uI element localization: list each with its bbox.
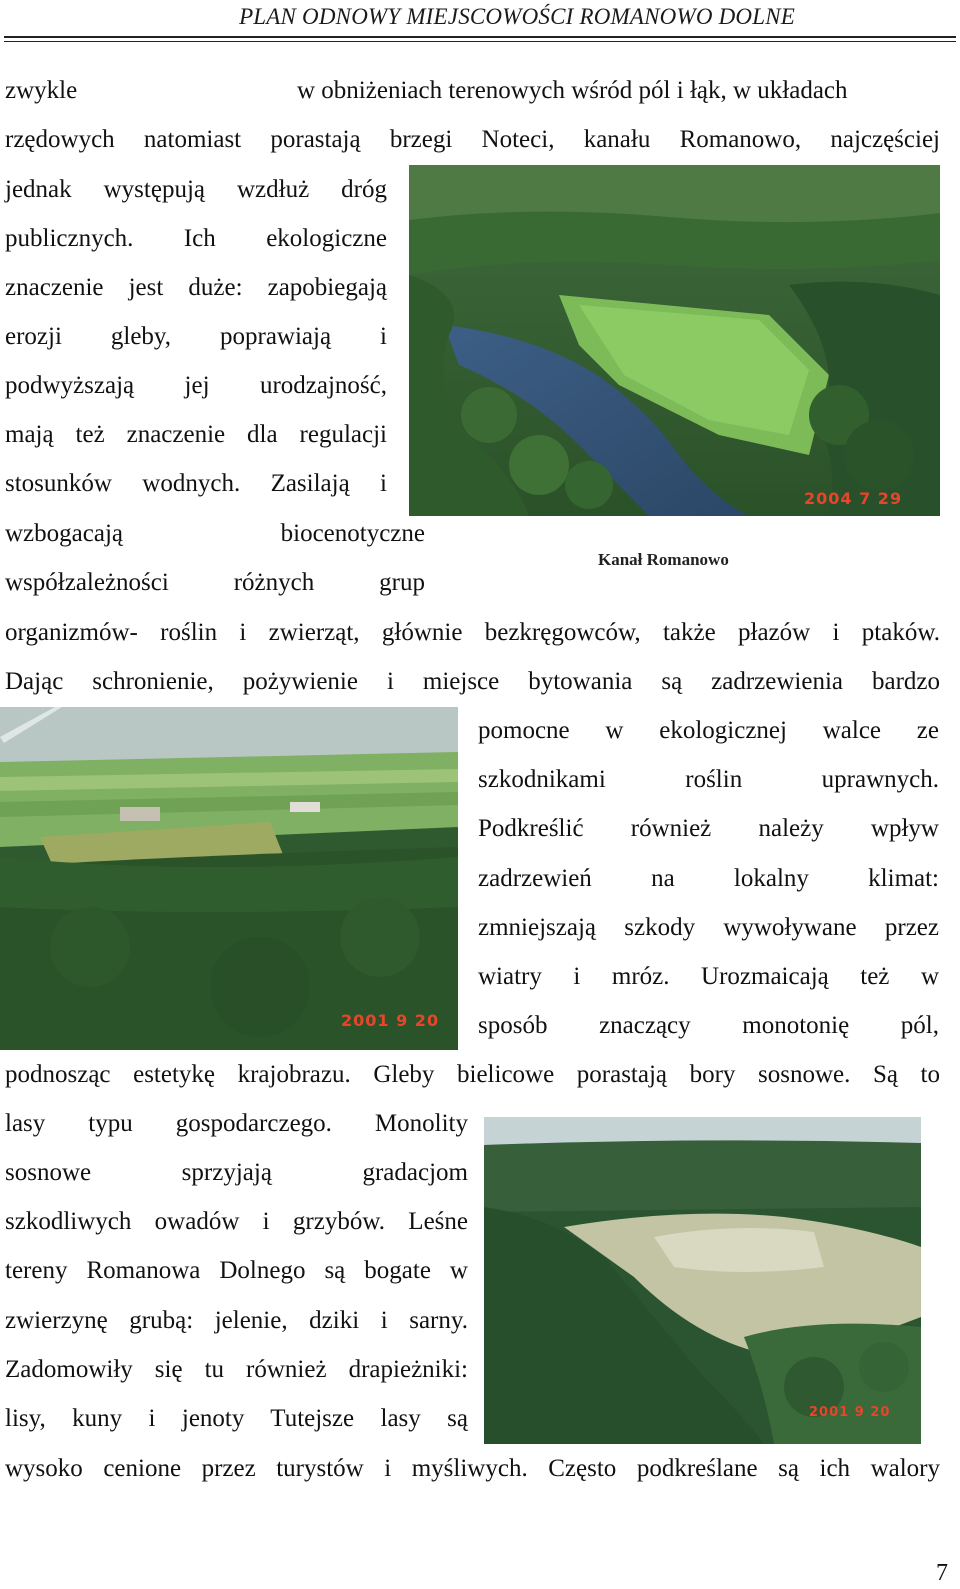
text-line-13: Dając schronienie, pożywienie i miejsce bytowania są zadrzewienia bardzo bbox=[5, 668, 940, 695]
text-line-16: Podkreślić również należy wpływ bbox=[478, 815, 939, 842]
text-line-17: zadrzewień na lokalny klimat: bbox=[478, 865, 939, 892]
text-line-11: współzależności różnych grup bbox=[5, 569, 425, 596]
header-rule bbox=[4, 36, 956, 42]
text-line-1b: w obniżeniach terenowych wśród pól i łąk, w układach bbox=[297, 77, 848, 104]
text-line-25: tereny Romanowa Dolnego są bogate w bbox=[5, 1257, 468, 1284]
photo-fields-forest bbox=[0, 707, 458, 1050]
text-line-21: podnosząc estetykę krajobrazu. Gleby bielicowe porastają bory sosnowe. Są to bbox=[5, 1061, 940, 1088]
text-line-6: erozji gleby, poprawiają i bbox=[5, 323, 387, 350]
text-line-14: pomocne w ekologicznej walce ze bbox=[478, 717, 939, 744]
document-title: PLAN ODNOWY MIEJSCOWOŚCI ROMANOWO DOLNE bbox=[239, 4, 795, 29]
text-line-23: sosnowe sprzyjają gradacjom bbox=[5, 1159, 468, 1186]
photo3-date-stamp: 2001 9 20 bbox=[809, 1405, 891, 1420]
photo-forest-clearing bbox=[484, 1117, 921, 1444]
text-line-3: jednak występują wzdłuż dróg bbox=[5, 176, 387, 203]
text-line-18: zmniejszają szkody wywoływane przez bbox=[478, 914, 939, 941]
text-line-2: rzędowych natomiast porastają brzegi Noteci, kanału Romanowo, najczęściej bbox=[5, 126, 940, 153]
text-line-22: lasy typu gospodarczego. Monolity bbox=[5, 1110, 468, 1137]
text-line-15: szkodnikami roślin uprawnych. bbox=[478, 766, 939, 793]
page-header bbox=[0, 0, 960, 40]
text-line-27: Zadomowiły się tu również drapieżniki: bbox=[5, 1356, 468, 1383]
text-line-26: zwierzynę grubą: jelenie, dziki i sarny. bbox=[5, 1307, 468, 1334]
text-line-12: organizmów- roślin i zwierząt, głównie bezkręgowców, także płazów i ptaków. bbox=[5, 619, 940, 646]
text-line-10: wzbogacają biocenotyczne bbox=[5, 520, 425, 547]
text-line-4: publicznych. Ich ekologiczne bbox=[5, 225, 387, 252]
text-line-28: lisy, kuny i jenoty Tutejsze lasy są bbox=[5, 1405, 468, 1432]
text-line-9: stosunków wodnych. Zasilają i bbox=[5, 470, 387, 497]
text-line-24: szkodliwych owadów i grzybów. Leśne bbox=[5, 1208, 468, 1235]
text-line-29: wysoko cenione przez turystów i myśliwych. Często podkreślane są ich walory bbox=[5, 1455, 940, 1482]
text-line-8: mają też znaczenie dla regulacji bbox=[5, 421, 387, 448]
photo1-caption: Kanał Romanowo bbox=[598, 550, 729, 569]
text-line-7: podwyższają jej urodzajność, bbox=[5, 372, 387, 399]
photo2-date-stamp: 2001 9 20 bbox=[341, 1011, 440, 1030]
text-line-5: znaczenie jest duże: zapobiegają bbox=[5, 274, 387, 301]
text-line-20: sposób znaczący monotonię pól, bbox=[478, 1012, 939, 1039]
text-line-19: wiatry i mróz. Urozmaicają też w bbox=[478, 963, 939, 990]
page-number: 7 bbox=[936, 1560, 948, 1586]
photo1-date-stamp: 2004 7 29 bbox=[804, 489, 903, 508]
photo-kanal-romanowo bbox=[409, 165, 940, 516]
text-line-1a: zwykle bbox=[5, 77, 78, 104]
